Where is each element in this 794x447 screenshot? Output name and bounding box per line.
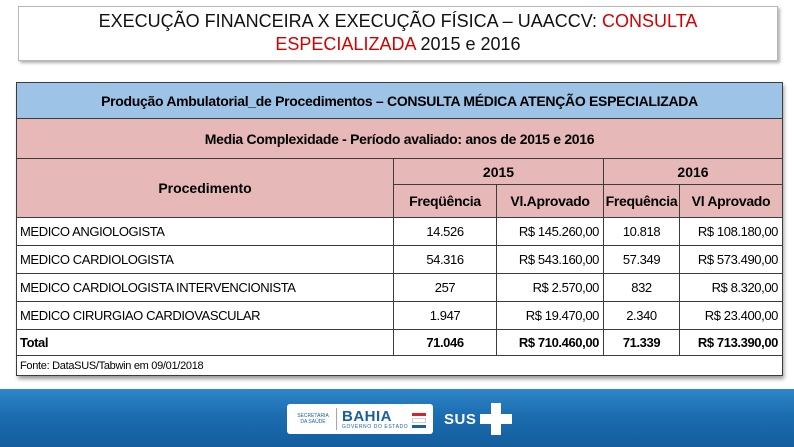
col-freq-2016: Frequência — [604, 185, 680, 218]
table-row — [17, 274, 783, 302]
freq-2015-cell: 54.316 — [394, 246, 497, 274]
total-val-2015: R$ 710.460,00 — [497, 330, 604, 356]
val-2015-cell: R$ 543.160,00 — [497, 246, 604, 274]
bahia-wordmark — [342, 409, 408, 430]
logo-divider — [336, 408, 337, 430]
total-val-2016: R$ 713.390,00 — [680, 330, 783, 356]
slide-title-highlight1: CONSULTA — [602, 11, 698, 31]
slide-title-part2: 2015 e 2016 — [415, 34, 521, 54]
production-table-container — [16, 82, 782, 376]
slide-title — [18, 6, 778, 61]
table-subtitle: Media Complexidade - Período avaliado: anos de 2015 e 2016 — [17, 119, 783, 159]
sus-cross-icon — [480, 403, 512, 435]
freq-2015-cell: 14.526 — [394, 218, 497, 246]
val-2015-cell: R$ 19.470,00 — [497, 302, 604, 330]
year-header-row — [17, 159, 783, 185]
table-title-row — [17, 83, 783, 119]
freq-2015-cell: 257 — [394, 274, 497, 302]
col-val-2016: Vl Aprovado — [680, 185, 783, 218]
total-label: Total — [17, 330, 394, 356]
source-row — [17, 356, 783, 376]
col-freq-2015: Freqüência — [394, 185, 497, 218]
bahia-logo — [287, 404, 433, 434]
secretaria-saude-seal: SECRETARIA DA SAÚDE — [297, 413, 329, 425]
production-table — [16, 82, 783, 376]
freq-2015-cell: 1.947 — [394, 302, 497, 330]
val-2015-cell: R$ 145.260,00 — [497, 218, 604, 246]
freq-2016-cell: 10.818 — [604, 218, 680, 246]
freq-2016-cell: 832 — [604, 274, 680, 302]
sus-text: SUS — [444, 410, 477, 428]
source-note: Fonte: DataSUS/Tabwin em 09/01/2018 — [17, 356, 783, 376]
procedure-name: MEDICO CIRURGIAO CARDIOVASCULAR — [17, 302, 394, 330]
val-2016-cell: R$ 573.490,00 — [680, 246, 783, 274]
freq-2016-cell: 2.340 — [604, 302, 680, 330]
total-freq-2016: 71.339 — [604, 330, 680, 356]
table-subtitle-row — [17, 119, 783, 159]
val-2015-cell: R$ 2.570,00 — [497, 274, 604, 302]
total-freq-2015: 71.046 — [394, 330, 497, 356]
bahia-flag-icon — [412, 411, 426, 428]
sus-logo — [444, 402, 512, 436]
val-2016-cell: R$ 8.320,00 — [680, 274, 783, 302]
val-2016-cell: R$ 108.180,00 — [680, 218, 783, 246]
year-2016-header: 2016 — [604, 159, 783, 185]
freq-2016-cell: 57.349 — [604, 246, 680, 274]
table-title: Produção Ambulatorial_de Procedimentos – CONSULTA MÉDICA ATENÇÃO ESPECIALIZADA — [17, 83, 783, 119]
procedure-name: MEDICO ANGIOLOGISTA — [17, 218, 394, 246]
bahia-text: BAHIA — [342, 407, 392, 425]
procedure-name: MEDICO CARDIOLOGISTA INTERVENCIONISTA — [17, 274, 394, 302]
slide-title-part1: EXECUÇÃO FINANCEIRA X EXECUÇÃO FÍSICA – UAACCV: — [98, 11, 603, 31]
table-row — [17, 246, 783, 274]
procedure-header: Procedimento — [17, 159, 394, 218]
table-row — [17, 218, 783, 246]
val-2016-cell: R$ 23.400,00 — [680, 302, 783, 330]
year-2015-header: 2015 — [394, 159, 604, 185]
table-row — [17, 302, 783, 330]
slide-title-highlight2: ESPECIALIZADA — [275, 34, 416, 54]
total-row — [17, 330, 783, 356]
col-val-2015: Vl.Aprovado — [497, 185, 604, 218]
procedure-name: MEDICO CARDIOLOGISTA — [17, 246, 394, 274]
bahia-subtext: GOVERNO DO ESTADO — [342, 423, 409, 430]
